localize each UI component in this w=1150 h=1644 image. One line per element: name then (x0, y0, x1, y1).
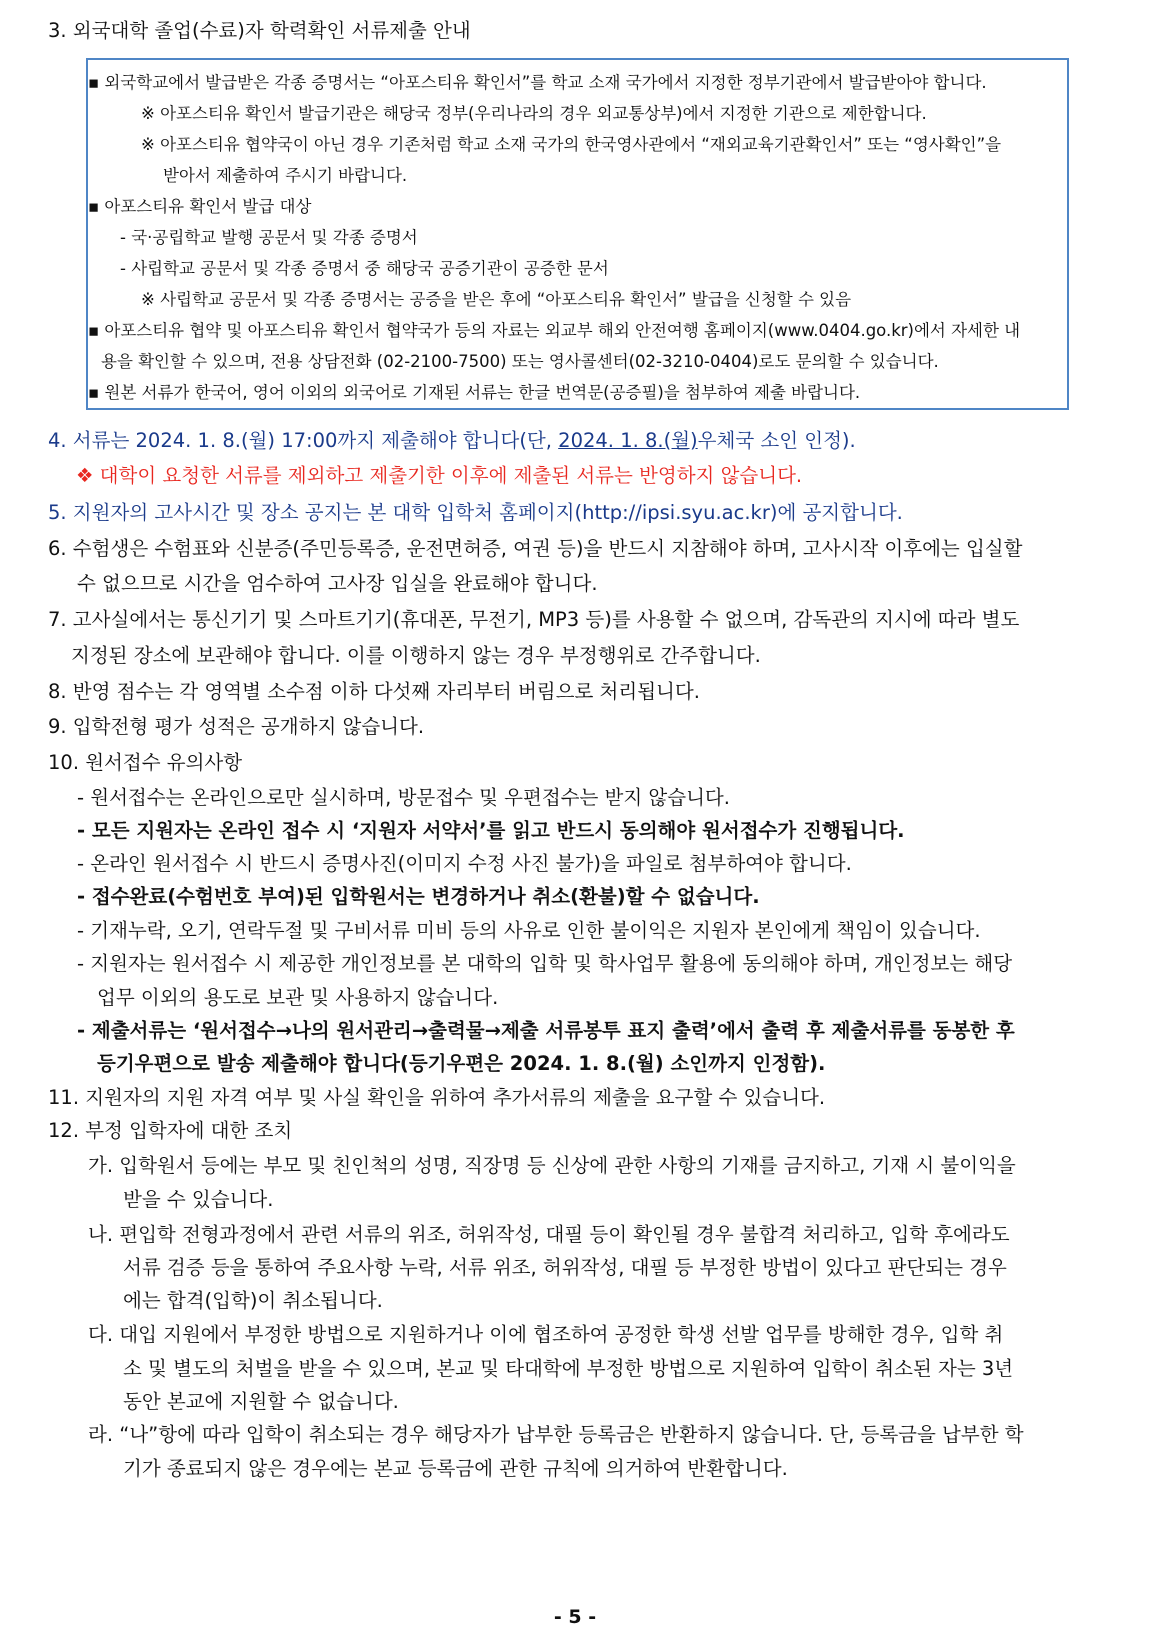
box-line: - 국·공립학교 발행 공문서 및 각종 증명서 (120, 228, 418, 247)
item-10-line: - 기재누락, 오기, 연락두절 및 구비서류 미비 등의 사유로 인한 불이익은 지원자 본인에게 책임이 있습니다. (77, 919, 981, 942)
item-12-line: 소 및 별도의 처벌을 받을 수 있으며, 본교 및 타대학에 부정한 방법으로 지원하여 입학이 취소된 자는 3년 (123, 1357, 1014, 1380)
item-12-line: 기가 종료되지 않은 경우에는 본교 등록금에 관한 규칙에 의거하여 반환합니다. (123, 1457, 788, 1480)
item-10-line: - 온라인 원서접수 시 반드시 증명사진(이미지 수정 사진 불가)을 파일로 첨부하여야 합니다. (77, 852, 852, 875)
box-line: ▪ 원본 서류가 한국어, 영어 이외의 외국어로 기재된 서류는 한글 번역문(공증필)을 첨부하여 제출 바랍니다. (88, 383, 861, 402)
item-4-text: 4. 서류는 2024. 1. 8.(월) 17:00까지 제출해야 합니다(단, (48, 429, 559, 452)
item-10-line: - 모든 지원자는 온라인 접수 시 ‘지원자 서약서’를 읽고 반드시 동의해야 원서접수가 진행됩니다. (77, 819, 905, 842)
item-12-line: 가. 입학원서 등에는 부모 및 친인척의 성명, 직장명 등 신상에 관한 사항의 기재를 금지하고, 기재 시 불이익을 (88, 1154, 1016, 1177)
item-10-line: - 제출서류는 ‘원서접수→나의 원서관리→출력물→제출 서류봉투 표지 출력’에서 출력 후 제출서류를 동봉한 후 (77, 1019, 1015, 1042)
box-line: ▪ 아포스티유 확인서 발급 대상 (88, 197, 312, 216)
box-line: ▪ 아포스티유 협약 및 아포스티유 확인서 협약국가 등의 자료는 외교부 해외 안전여행 홈페이지(www.0404.go.kr)에서 자세한 내 (88, 321, 1021, 340)
item-4-suffix: 우체국 소인 인정). (697, 429, 856, 452)
item-4-note: ❖ 대학이 요청한 서류를 제외하고 제출기한 이후에 제출된 서류는 반영하지 않습니다. (76, 464, 803, 487)
item-10-title: 10. 원서접수 유의사항 (48, 751, 243, 774)
item-6: 6. 수험생은 수험표와 신분증(주민등록증, 운전면허증, 여권 등)을 반드시 지참해야 하며, 고사시작 이후에는 입실할 (48, 537, 1023, 560)
item-4 (48, 428, 856, 454)
item-10-line: 업무 이외의 용도로 보관 및 사용하지 않습니다. (97, 986, 499, 1009)
item-12-line: 동안 본교에 지원할 수 없습니다. (123, 1390, 399, 1413)
item-12-line: 에는 합격(입학)이 취소됩니다. (123, 1289, 383, 1312)
box-line: - 사립학교 공문서 및 각종 증명서 중 해당국 공증기관이 공증한 문서 (120, 259, 609, 278)
item-10-line: - 지원자는 원서접수 시 제공한 개인정보를 본 대학의 입학 및 학사업무 활용에 동의해야 하며, 개인정보는 해당 (77, 952, 1013, 975)
item-10-line: 등기우편으로 발송 제출해야 합니다(등기우편은 2024. 1. 8.(월) 소인까지 인정함). (97, 1052, 826, 1075)
item-8: 8. 반영 점수는 각 영역별 소수점 이하 다섯째 자리부터 버림으로 처리됩니다. (48, 680, 700, 703)
item-7: 7. 고사실에서는 통신기기 및 스마트기기(휴대폰, 무전기, MP3 등)를 사용할 수 없으며, 감독관의 지시에 따라 별도 (48, 608, 1020, 631)
item-12-line: 서류 검증 등을 통하여 주요사항 누락, 서류 위조, 허위작성, 대필 등 부정한 방법이 있다고 판단되는 경우 (123, 1256, 1007, 1279)
item-12-line: 나. 편입학 전형과정에서 관련 서류의 위조, 허위작성, 대필 등이 확인될 경우 불합격 처리하고, 입학 후에라도 (88, 1223, 1010, 1246)
item-12-title: 12. 부정 입학자에 대한 조치 (48, 1119, 293, 1142)
page-number: - 5 - (553, 1606, 597, 1628)
item-12-line: 받을 수 있습니다. (123, 1188, 274, 1211)
item-9: 9. 입학전형 평가 성적은 공개하지 않습니다. (48, 715, 425, 738)
item-10-line: - 원서접수는 온라인으로만 실시하며, 방문접수 및 우편접수는 받지 않습니다. (77, 786, 730, 809)
item-4-date: 2024. 1. 8.(월) (558, 429, 698, 452)
box-line: ※ 사립학교 공문서 및 각종 증명서는 공증을 받은 후에 “아포스티유 확인서” 발급을 신청할 수 있음 (141, 290, 852, 309)
item-11: 11. 지원자의 지원 자격 여부 및 사실 확인을 위하여 추가서류의 제출을 요구할 수 있습니다. (48, 1086, 826, 1109)
box-line: ※ 아포스티유 협약국이 아닌 경우 기존처럼 학교 소재 국가의 한국영사관에서 “재외교육기관확인서” 또는 “영사확인”을 (141, 135, 1002, 154)
item-12-line: 라. “나”항에 따라 입학이 취소되는 경우 해당자가 납부한 등록금은 반환하지 않습니다. 단, 등록금을 납부한 학 (88, 1423, 1024, 1446)
item-12-line: 다. 대입 지원에서 부정한 방법으로 지원하거나 이에 협조하여 공정한 학생 선발 업무를 방해한 경우, 입학 취 (88, 1323, 1004, 1346)
item-6-cont: 수 없으므로 시간을 엄수하여 고사장 입실을 완료해야 합니다. (77, 572, 598, 595)
item-10-line: - 접수완료(수험번호 부여)된 입학원서는 변경하거나 취소(환불)할 수 없습니다. (77, 885, 760, 908)
item-5: 5. 지원자의 고사시간 및 장소 공지는 본 대학 입학처 홈페이지(http://ipsi.syu.ac.kr)에 공지합니다. (48, 501, 903, 524)
box-line: 용을 확인할 수 있으며, 전용 상담전화 (02-2100-7500) 또는 영사콜센터(02-3210-0404)로도 문의할 수 있습니다. (101, 352, 939, 371)
item-7-cont: 지정된 장소에 보관해야 합니다. 이를 이행하지 않는 경우 부정행위로 간주합니다. (71, 644, 761, 667)
box-line: ▪ 외국학교에서 발급받은 각종 증명서는 “아포스티유 확인서”를 학교 소재 국가에서 지정한 정부기관에서 발급받아야 합니다. (88, 73, 987, 92)
section-3-title: 3. 외국대학 졸업(수료)자 학력확인 서류제출 안내 (48, 19, 471, 42)
box-line: ※ 아포스티유 확인서 발급기관은 해당국 정부(우리나라의 경우 외교통상부)에서 지정한 기관으로 제한합니다. (141, 104, 927, 123)
box-line: 받아서 제출하여 주시기 바랍니다. (163, 166, 408, 185)
